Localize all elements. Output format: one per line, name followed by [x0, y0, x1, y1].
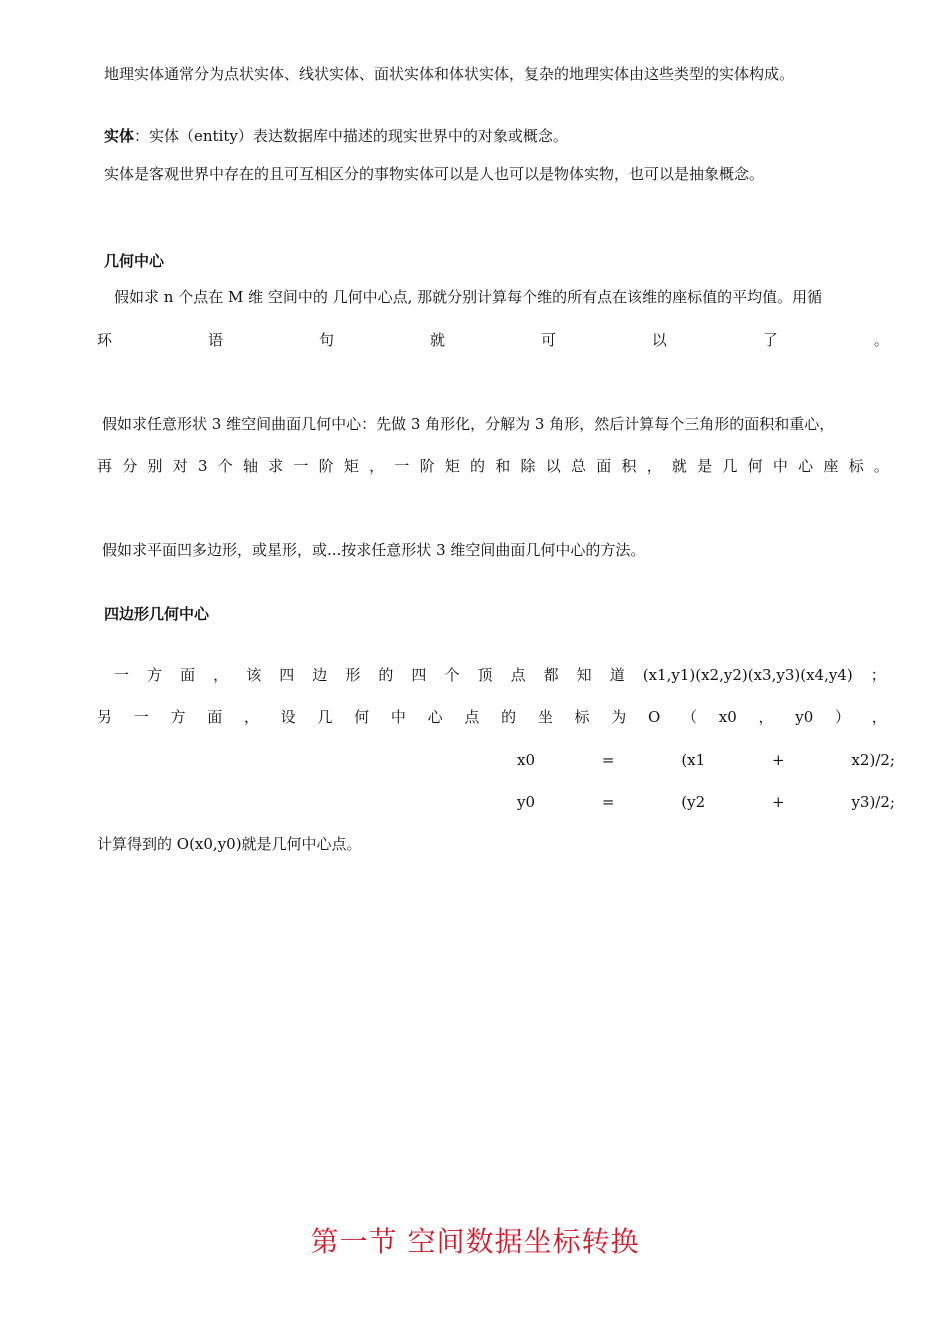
justified-token: y3)/2;: [851, 793, 895, 811]
justified-token: =: [601, 751, 615, 769]
justified-token: 中: [772, 457, 788, 475]
justified-token: 知: [576, 666, 592, 684]
justified-token: 方: [170, 708, 186, 726]
justified-token: 四: [411, 666, 427, 684]
justified-token: 可: [540, 331, 556, 349]
justified-token: ，: [243, 708, 259, 726]
justified-token: 一: [133, 708, 149, 726]
justified-token: ，: [758, 708, 774, 726]
justified-token: ；: [870, 666, 886, 684]
justified-token: 和: [495, 457, 511, 475]
justified-token: 设: [280, 708, 296, 726]
justified-token: 分: [122, 457, 138, 475]
justified-token: 。: [873, 331, 889, 349]
justified-token: (x1,y1)(x2,y2)(x3,y3)(x4,y4): [642, 666, 853, 684]
justified-token: 矩: [343, 457, 359, 475]
justified-token: x0: [517, 751, 536, 769]
justified-token: 求: [268, 457, 284, 475]
paragraph-surface-line1: 假如求任意形状 3 维空间曲面几何中心：先做 3 角形化，分解为 3 角形，然后计算每个三角形的面积和重心，: [102, 415, 835, 433]
paragraph-centroid-line2: [97, 330, 889, 350]
justified-token: 了: [762, 331, 778, 349]
justified-token: 该: [246, 666, 262, 684]
justified-token: 个: [444, 666, 460, 684]
justified-token: 中: [390, 708, 406, 726]
justified-token: 边: [312, 666, 328, 684]
justified-token: 一: [394, 457, 410, 475]
justified-token: 方: [147, 666, 163, 684]
justified-token: 总: [570, 457, 586, 475]
justified-token: 坐: [537, 708, 553, 726]
justified-token: ，: [871, 708, 887, 726]
justified-token: x2)/2;: [851, 751, 895, 769]
paragraph-entity-types: 地理实体通常分为点状实体、线状实体、面状实体和体状实体，复杂的地理实体由这些类型的实体构成。: [104, 65, 795, 83]
justified-token: 除: [520, 457, 536, 475]
paragraph-entity-description: 实体是客观世界中存在的且可互相区分的事物实体可以是人也可以是物体实物，也可以是抽象概念。: [104, 165, 765, 183]
justified-token: ，: [646, 457, 662, 475]
justified-token: 何: [747, 457, 763, 475]
justified-token: 几: [317, 708, 333, 726]
justified-token: 别: [147, 457, 163, 475]
justified-token: 面: [207, 708, 223, 726]
justified-token: 都: [543, 666, 559, 684]
entity-term: 实体: [104, 127, 135, 145]
justified-token: 形: [345, 666, 361, 684]
justified-token: ）: [835, 708, 851, 726]
justified-token: 。: [873, 457, 889, 475]
entity-definition-text: ：实体（entity）表达数据库中描述的现实世界中的对象或概念。: [134, 127, 568, 145]
justified-token: 个: [217, 457, 233, 475]
heading-geometric-center: 几何中心: [104, 252, 165, 270]
justified-token: 标: [574, 708, 590, 726]
justified-token: 顶: [477, 666, 493, 684]
paragraph-entity-definition: [104, 126, 568, 146]
justified-token: 几: [722, 457, 738, 475]
paragraph-polygon: 假如求平面凹多边形，或星形，或...按求任意形状 3 维空间曲面几何中心的方法。: [102, 541, 646, 559]
justified-token: 的: [470, 457, 486, 475]
justified-token: (x1: [681, 751, 706, 769]
justified-token: y0: [795, 708, 814, 726]
formula-x0: [517, 750, 895, 770]
justified-token: 是: [697, 457, 713, 475]
paragraph-quad-line2: [97, 707, 887, 727]
justified-token: 3: [197, 457, 208, 475]
formula-y0: [517, 792, 895, 812]
justified-token: （: [682, 708, 698, 726]
justified-token: ，: [369, 457, 385, 475]
justified-token: +: [772, 751, 785, 769]
justified-token: 以: [651, 331, 667, 349]
justified-token: +: [772, 793, 785, 811]
justified-token: 道: [609, 666, 625, 684]
justified-token: 就: [671, 457, 687, 475]
justified-token: 心: [798, 457, 814, 475]
justified-token: 阶: [318, 457, 334, 475]
justified-token: 句: [318, 331, 334, 349]
justified-token: 环: [97, 331, 113, 349]
justified-token: 再: [97, 457, 113, 475]
justified-token: 的: [501, 708, 517, 726]
paragraph-quad-line1: [114, 665, 886, 685]
justified-token: 对: [172, 457, 188, 475]
justified-token: 积: [621, 457, 637, 475]
justified-token: 四: [279, 666, 295, 684]
justified-token: 就: [429, 331, 445, 349]
justified-token: ，: [213, 666, 229, 684]
justified-token: (y2: [681, 793, 706, 811]
justified-token: O: [648, 708, 661, 726]
heading-quadrilateral-center: 四边形几何中心: [104, 605, 210, 623]
justified-token: =: [601, 793, 615, 811]
justified-token: 点: [464, 708, 480, 726]
justified-token: 标: [848, 457, 864, 475]
justified-token: 阶: [419, 457, 435, 475]
justified-token: y0: [517, 793, 536, 811]
justified-token: 以: [545, 457, 561, 475]
section-heading: 第一节 空间数据坐标转换: [310, 1225, 640, 1258]
justified-token: 心: [427, 708, 443, 726]
paragraph-result: 计算得到的 O(x0,y0)就是几何中心点。: [97, 835, 362, 853]
paragraph-surface-line2: [97, 456, 889, 476]
justified-token: 矩: [444, 457, 460, 475]
justified-token: 何: [354, 708, 370, 726]
justified-token: 轴: [242, 457, 258, 475]
justified-token: 另: [97, 708, 113, 726]
justified-token: 语: [207, 331, 223, 349]
justified-token: 点: [510, 666, 526, 684]
justified-token: 座: [823, 457, 839, 475]
justified-token: 为: [611, 708, 627, 726]
paragraph-centroid-line1: 假如求 n 个点在 M 维 空间中的 几何中心点, 那就分别计算每个维的所有点在该维的座标值的平均值。用循: [114, 288, 823, 306]
justified-token: 面: [180, 666, 196, 684]
justified-token: 的: [378, 666, 394, 684]
justified-token: x0: [718, 708, 737, 726]
justified-token: 面: [596, 457, 612, 475]
justified-token: 一: [114, 666, 130, 684]
justified-token: 一: [293, 457, 309, 475]
